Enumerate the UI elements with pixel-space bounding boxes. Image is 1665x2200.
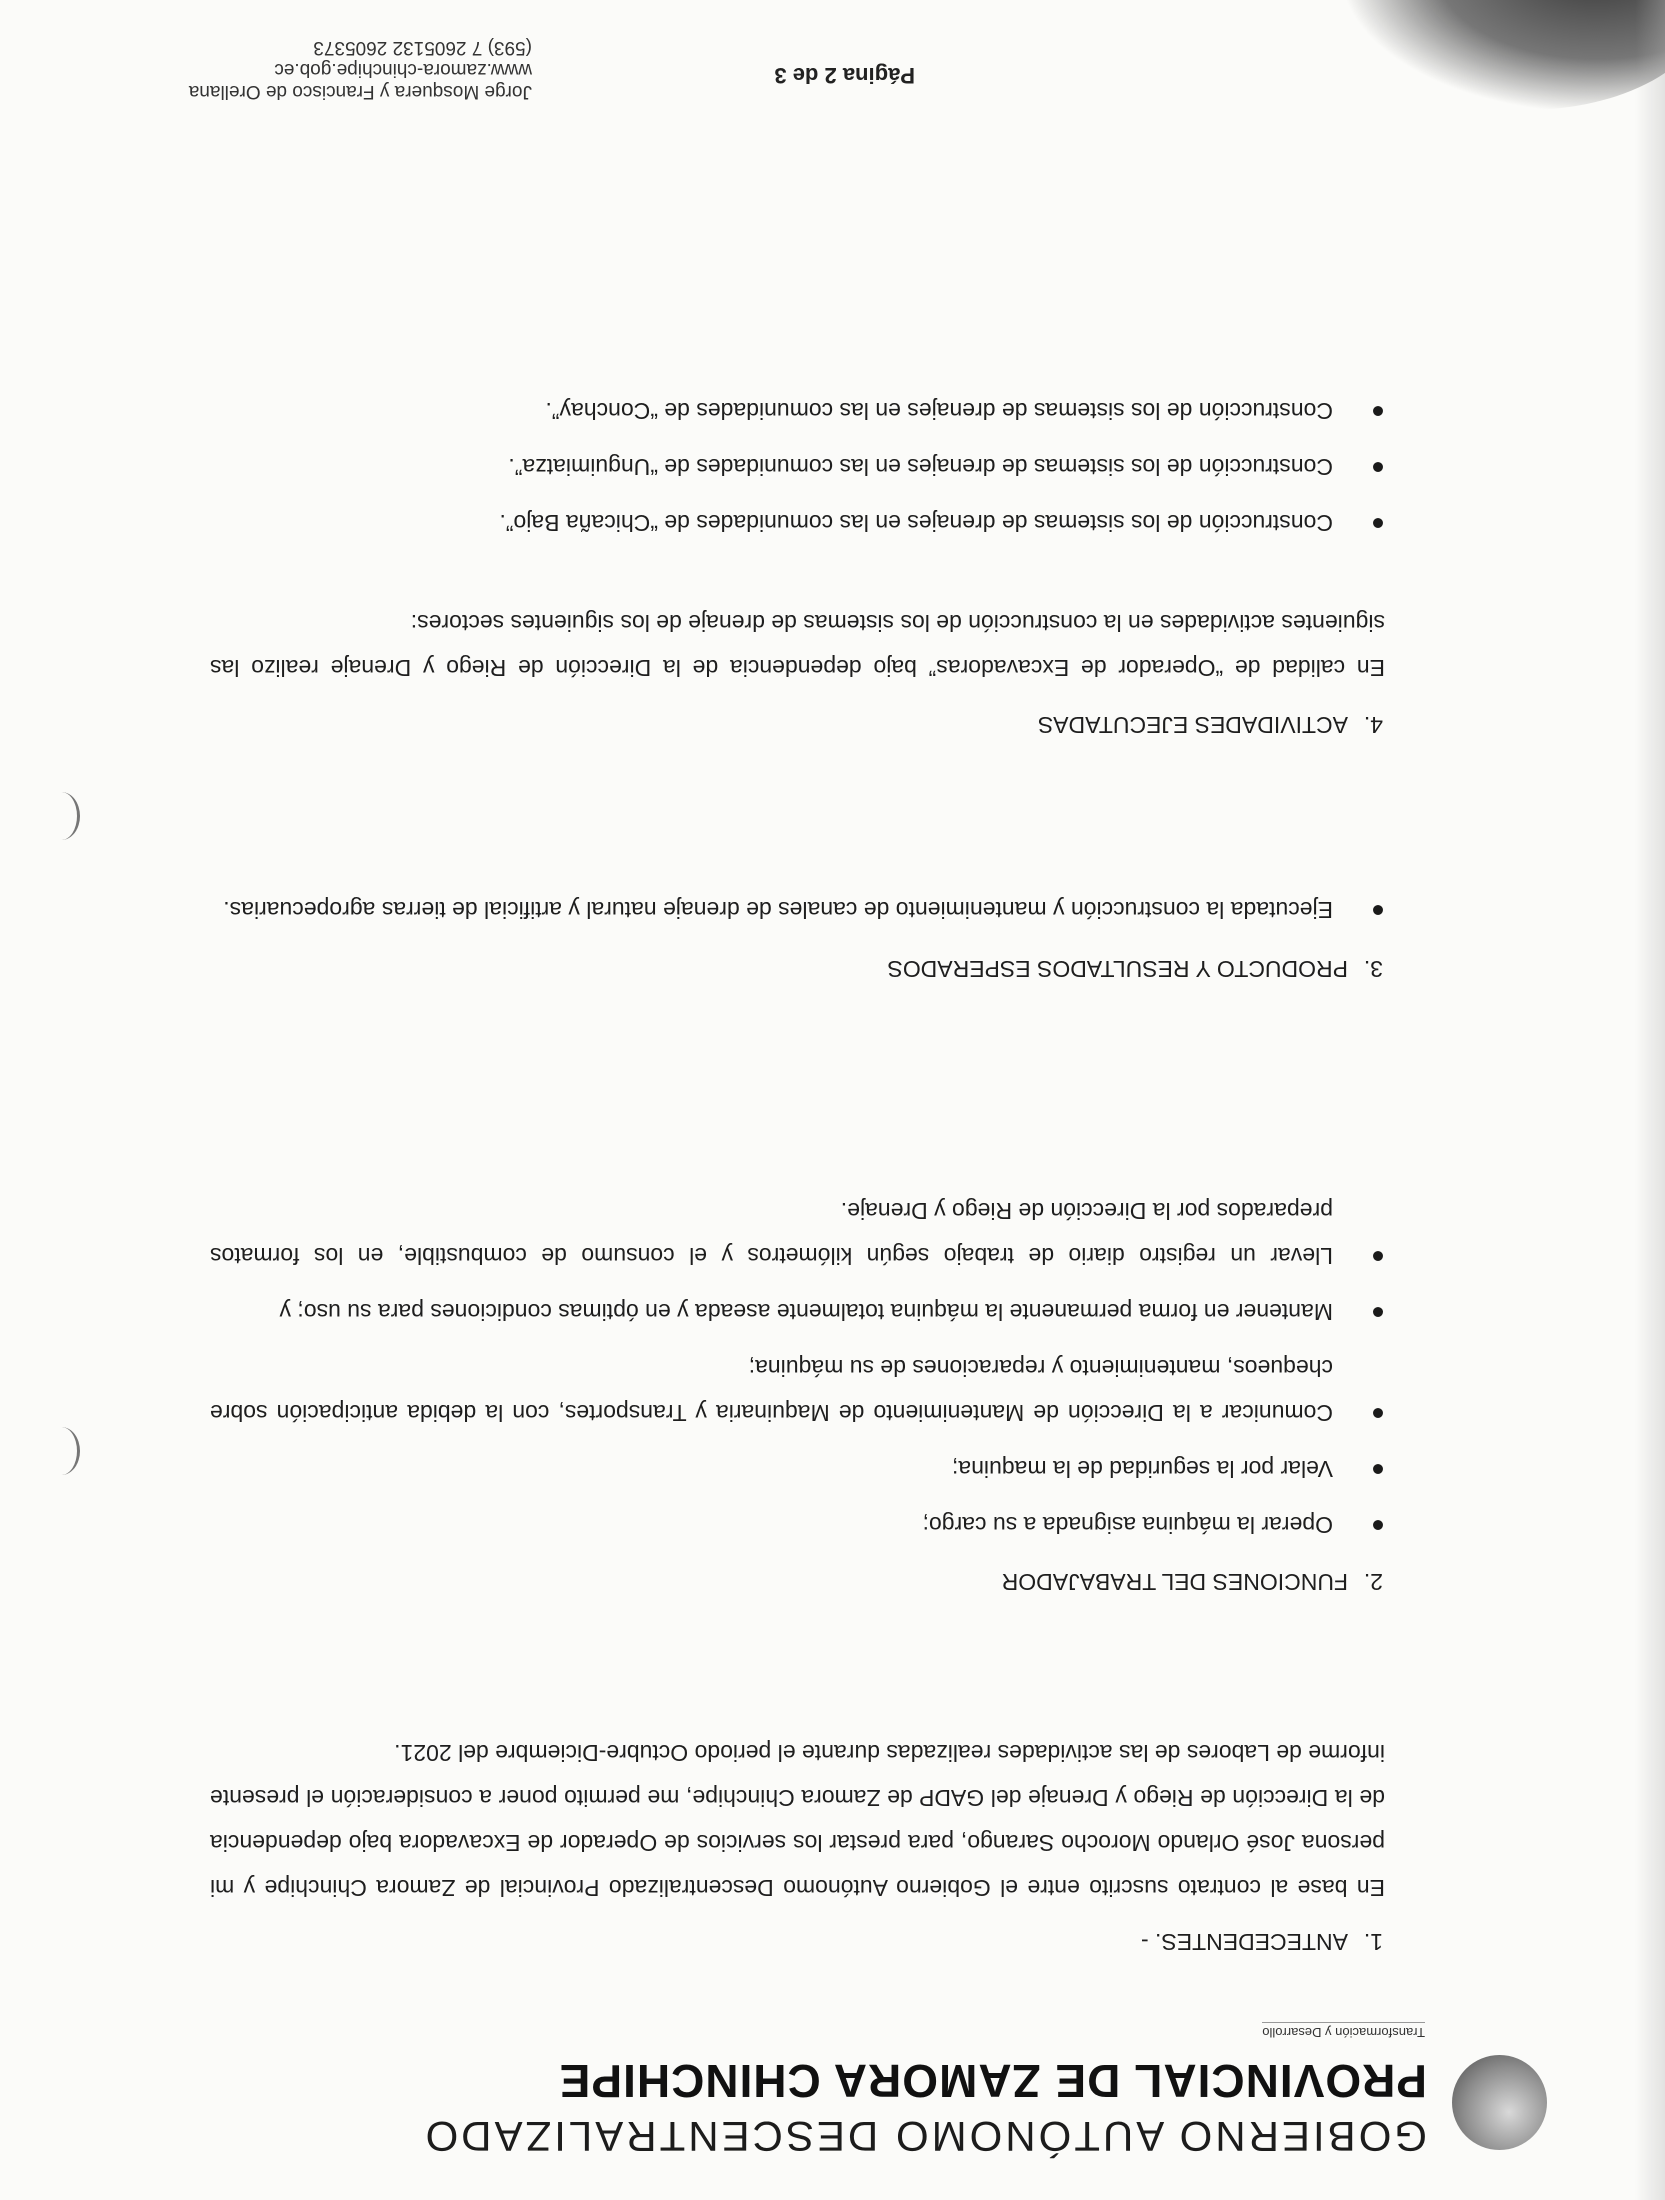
footer-address: Jorge Mosquera y Francisco de Orellana bbox=[188, 81, 532, 102]
section-number: 2. bbox=[1363, 1569, 1383, 1595]
section-title: FUNCIONES DEL TRABAJADOR bbox=[1001, 1569, 1348, 1595]
section-number: 4. bbox=[1363, 712, 1383, 738]
section-3-heading bbox=[887, 955, 1383, 982]
punch-hole bbox=[43, 1427, 80, 1475]
org-name-line2: PROVINCIAL DE ZAMORA CHINCHIPE bbox=[558, 2055, 1427, 2107]
section-4-heading bbox=[1038, 711, 1383, 738]
letterhead bbox=[127, 2010, 1547, 2160]
footer-phone: (593) 7 2605132 2605373 bbox=[313, 37, 532, 58]
funciones-list bbox=[210, 1177, 1383, 1547]
binder-shadow bbox=[1345, 0, 1665, 110]
logo-icon bbox=[1452, 2055, 1547, 2150]
list-item: Velar por la seguridad de la maquina; bbox=[210, 1446, 1383, 1491]
actividades-paragraph: En calidad de “Operador de Excavadoras” bajo dependencia de la Dirección de Riego y Drenaje realizo las siguientes actividades en la construcción de los sistemas de drenaje de los siguientes sectores: bbox=[210, 610, 1385, 681]
section-title: ACTIVIDADES EJECUTADAS bbox=[1037, 712, 1348, 738]
page-number: Página 2 de 3 bbox=[774, 63, 915, 88]
section-number: 3. bbox=[1363, 956, 1383, 982]
antecedentes-paragraph: En base al contrato suscrito entre el Gobierno Autónomo Descentralizado Provincial de Zamora Chinchipe y mi persona José Orlando Morocho Sarango, para prestar los servicios de Operador de Excavadora bajo dependencia de la Dirección de Riego y Drenaje del GADP de Zamora Chinchipe, me permito poner a consideración el presente informe de Labores de las actividades realizadas durante el periodo Octubre-Diciembre del 2021. bbox=[210, 1740, 1385, 1901]
org-tagline: Transformación y Desarrollo bbox=[1262, 2022, 1425, 2040]
list-item: Construcción de los sistemas de drenajes en las comunidades de “Unguimiatza”. bbox=[210, 444, 1383, 489]
section-1-heading bbox=[1141, 1928, 1383, 1955]
punch-hole bbox=[43, 792, 80, 840]
list-item: Construcción de los sistemas de drenajes en las comunidades de “Conchay”. bbox=[210, 388, 1383, 433]
actividades-list bbox=[210, 377, 1383, 545]
list-item: Mantener en forma permanente la máquina totalmente aseada y en óptimas condiciones para su uso; y bbox=[210, 1289, 1383, 1334]
section-title: PRODUCTO Y RESULTADOS ESPERADOS bbox=[887, 956, 1348, 982]
footer-website: www.zamora-chinchipe.gob.ec bbox=[274, 59, 532, 80]
list-item: Construcción de los sistemas de drenajes en las comunidades de “Chicaña Bajo”. bbox=[210, 500, 1383, 545]
list-item: Comunicar a la Dirección de Mantenimiento de Maquinaria y Transportes, con la debida anticipación sobre chequeos, mantenimiento y reparaciones de su máquina; bbox=[210, 1345, 1383, 1435]
producto-list bbox=[210, 876, 1383, 932]
list-item: Llevar un registro diario de trabajo según kilómetros y el consumo de combustible, en los formatos preparados por la Dirección de Riego y Drenaje. bbox=[210, 1188, 1383, 1278]
scan-edge-shadow bbox=[1635, 0, 1665, 2200]
section-number: 1. bbox=[1363, 1929, 1383, 1955]
section-2-heading bbox=[1002, 1568, 1383, 1595]
footer-contact bbox=[189, 36, 532, 102]
section-title: ANTECEDENTES. - bbox=[1140, 1929, 1348, 1955]
list-item: Operar la máquina asignada a su cargo; bbox=[210, 1502, 1383, 1547]
org-name-line1: GOBIERNO AUTÓNOMO DESCENTRALIZADO bbox=[422, 2113, 1427, 2160]
list-item: Ejecutada la construcción y mantenimiento de canales de drenaje natural y artificial de tierras agropecuarias. bbox=[210, 887, 1383, 932]
